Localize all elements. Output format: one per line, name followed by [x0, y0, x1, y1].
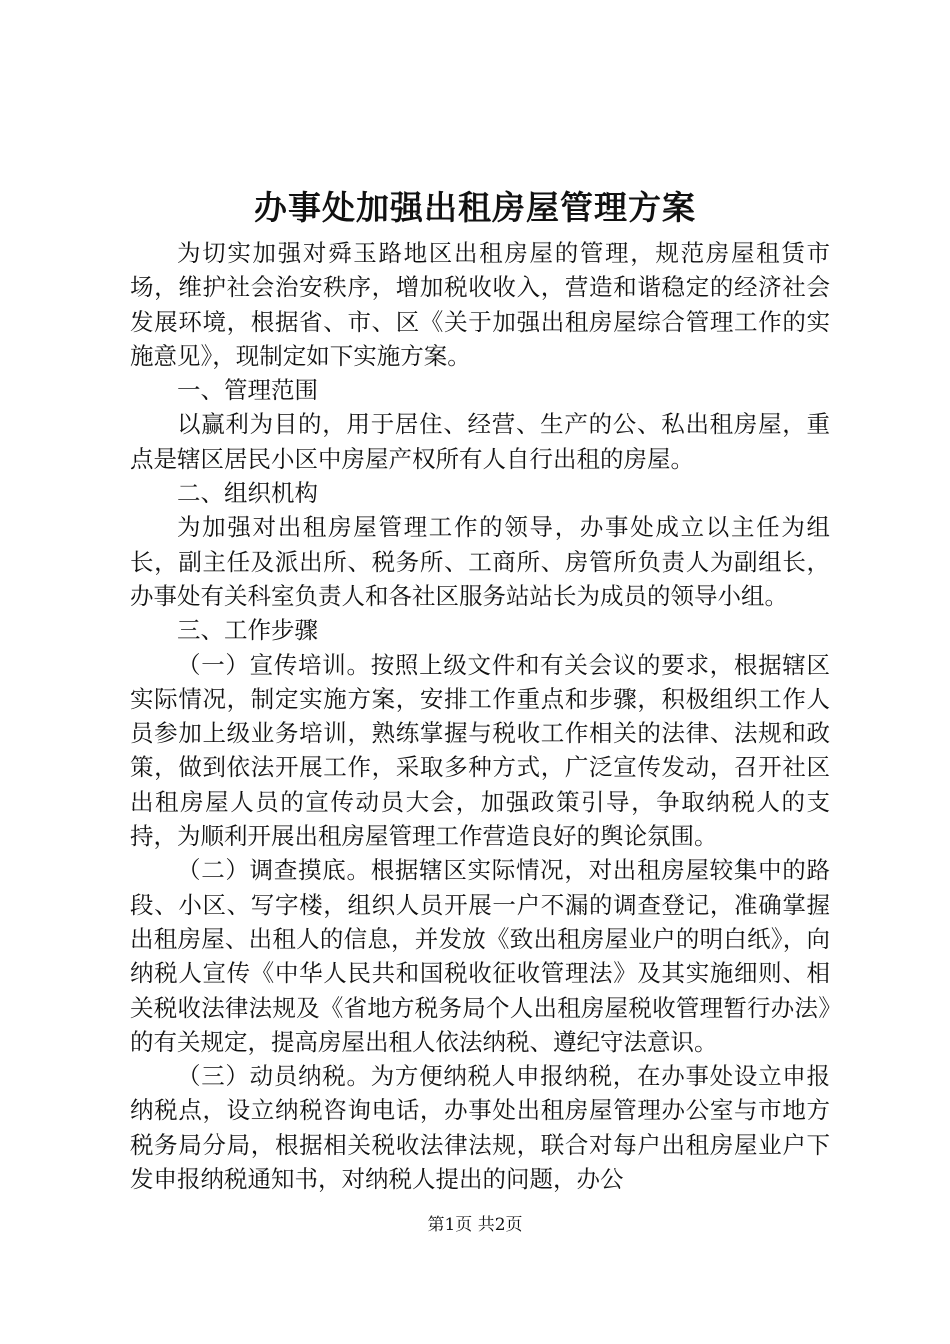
section-heading-steps: 三、工作步骤 [177, 616, 318, 645]
page-number-footer: 第1页 共2页 [427, 1215, 523, 1235]
section-heading-scope: 一、管理范围 [177, 376, 318, 405]
document-body [130, 236, 830, 1196]
paragraph-step-mobilize: （三）动员纳税。为方便纳税人申报纳税，在办事处设立申报纳税点，设立纳税咨询电话，办事处出租房屋管理办公室与市地方税务局分局，根据相关税收法律法规，联合对每户出租房屋业户下发申报纳税通知书，对纳税人提出的问题，办公 [130, 1062, 830, 1194]
paragraph-intro: 为切实加强对舜玉路地区出租房屋的管理，规范房屋租赁市场，维护社会治安秩序，增加税收收入，营造和谐稳定的经济社会发展环境，根据省、市、区《关于加强出租房屋综合管理工作的实施意见》，现制定如下实施方案。 [130, 239, 830, 370]
document-title: 办事处加强出租房屋管理方案 [254, 188, 696, 227]
paragraph-step-publicity: （一）宣传培训。按照上级文件和有关会议的要求，根据辖区实际情况，制定实施方案，安排工作重点和步骤，积极组织工作人员参加上级业务培训，熟练掌握与税收工作相关的法律、法规和政策，做到依法开展工作，采取多种方式，广泛宣传发动，召开社区出租房屋人员的宣传动员大会，加强政策引导，争取纳税人的支持，为顺利开展出租房屋管理工作营造良好的舆论氛围。 [130, 650, 830, 851]
paragraph-organization: 为加强对出租房屋管理工作的领导，办事处成立以主任为组长，副主任及派出所、税务所、工商所、房管所负责人为副组长，办事处有关科室负责人和各社区服务站站长为成员的领导小组。 [130, 513, 830, 610]
paragraph-scope: 以赢利为目的，用于居住、经营、生产的公、私出租房屋，重点是辖区居民小区中房屋产权所有人自行出租的房屋。 [130, 410, 830, 473]
paragraph-step-survey: （二）调查摸底。根据辖区实际情况，对出租房屋较集中的路段、小区、写字楼，组织人员开展一户不漏的调查登记，准确掌握出租房屋、出租人的信息，并发放《致出租房屋业户的明白纸》，向纳税人宣传《中华人民共和国税收征收管理法》及其实施细则、相关税收法律法规及《省地方税务局个人出租房屋税收管理暂行办法》的有关规定，提高房屋出租人依法纳税、遵纪守法意识。 [130, 856, 830, 1056]
section-heading-organization: 二、组织机构 [177, 479, 318, 508]
